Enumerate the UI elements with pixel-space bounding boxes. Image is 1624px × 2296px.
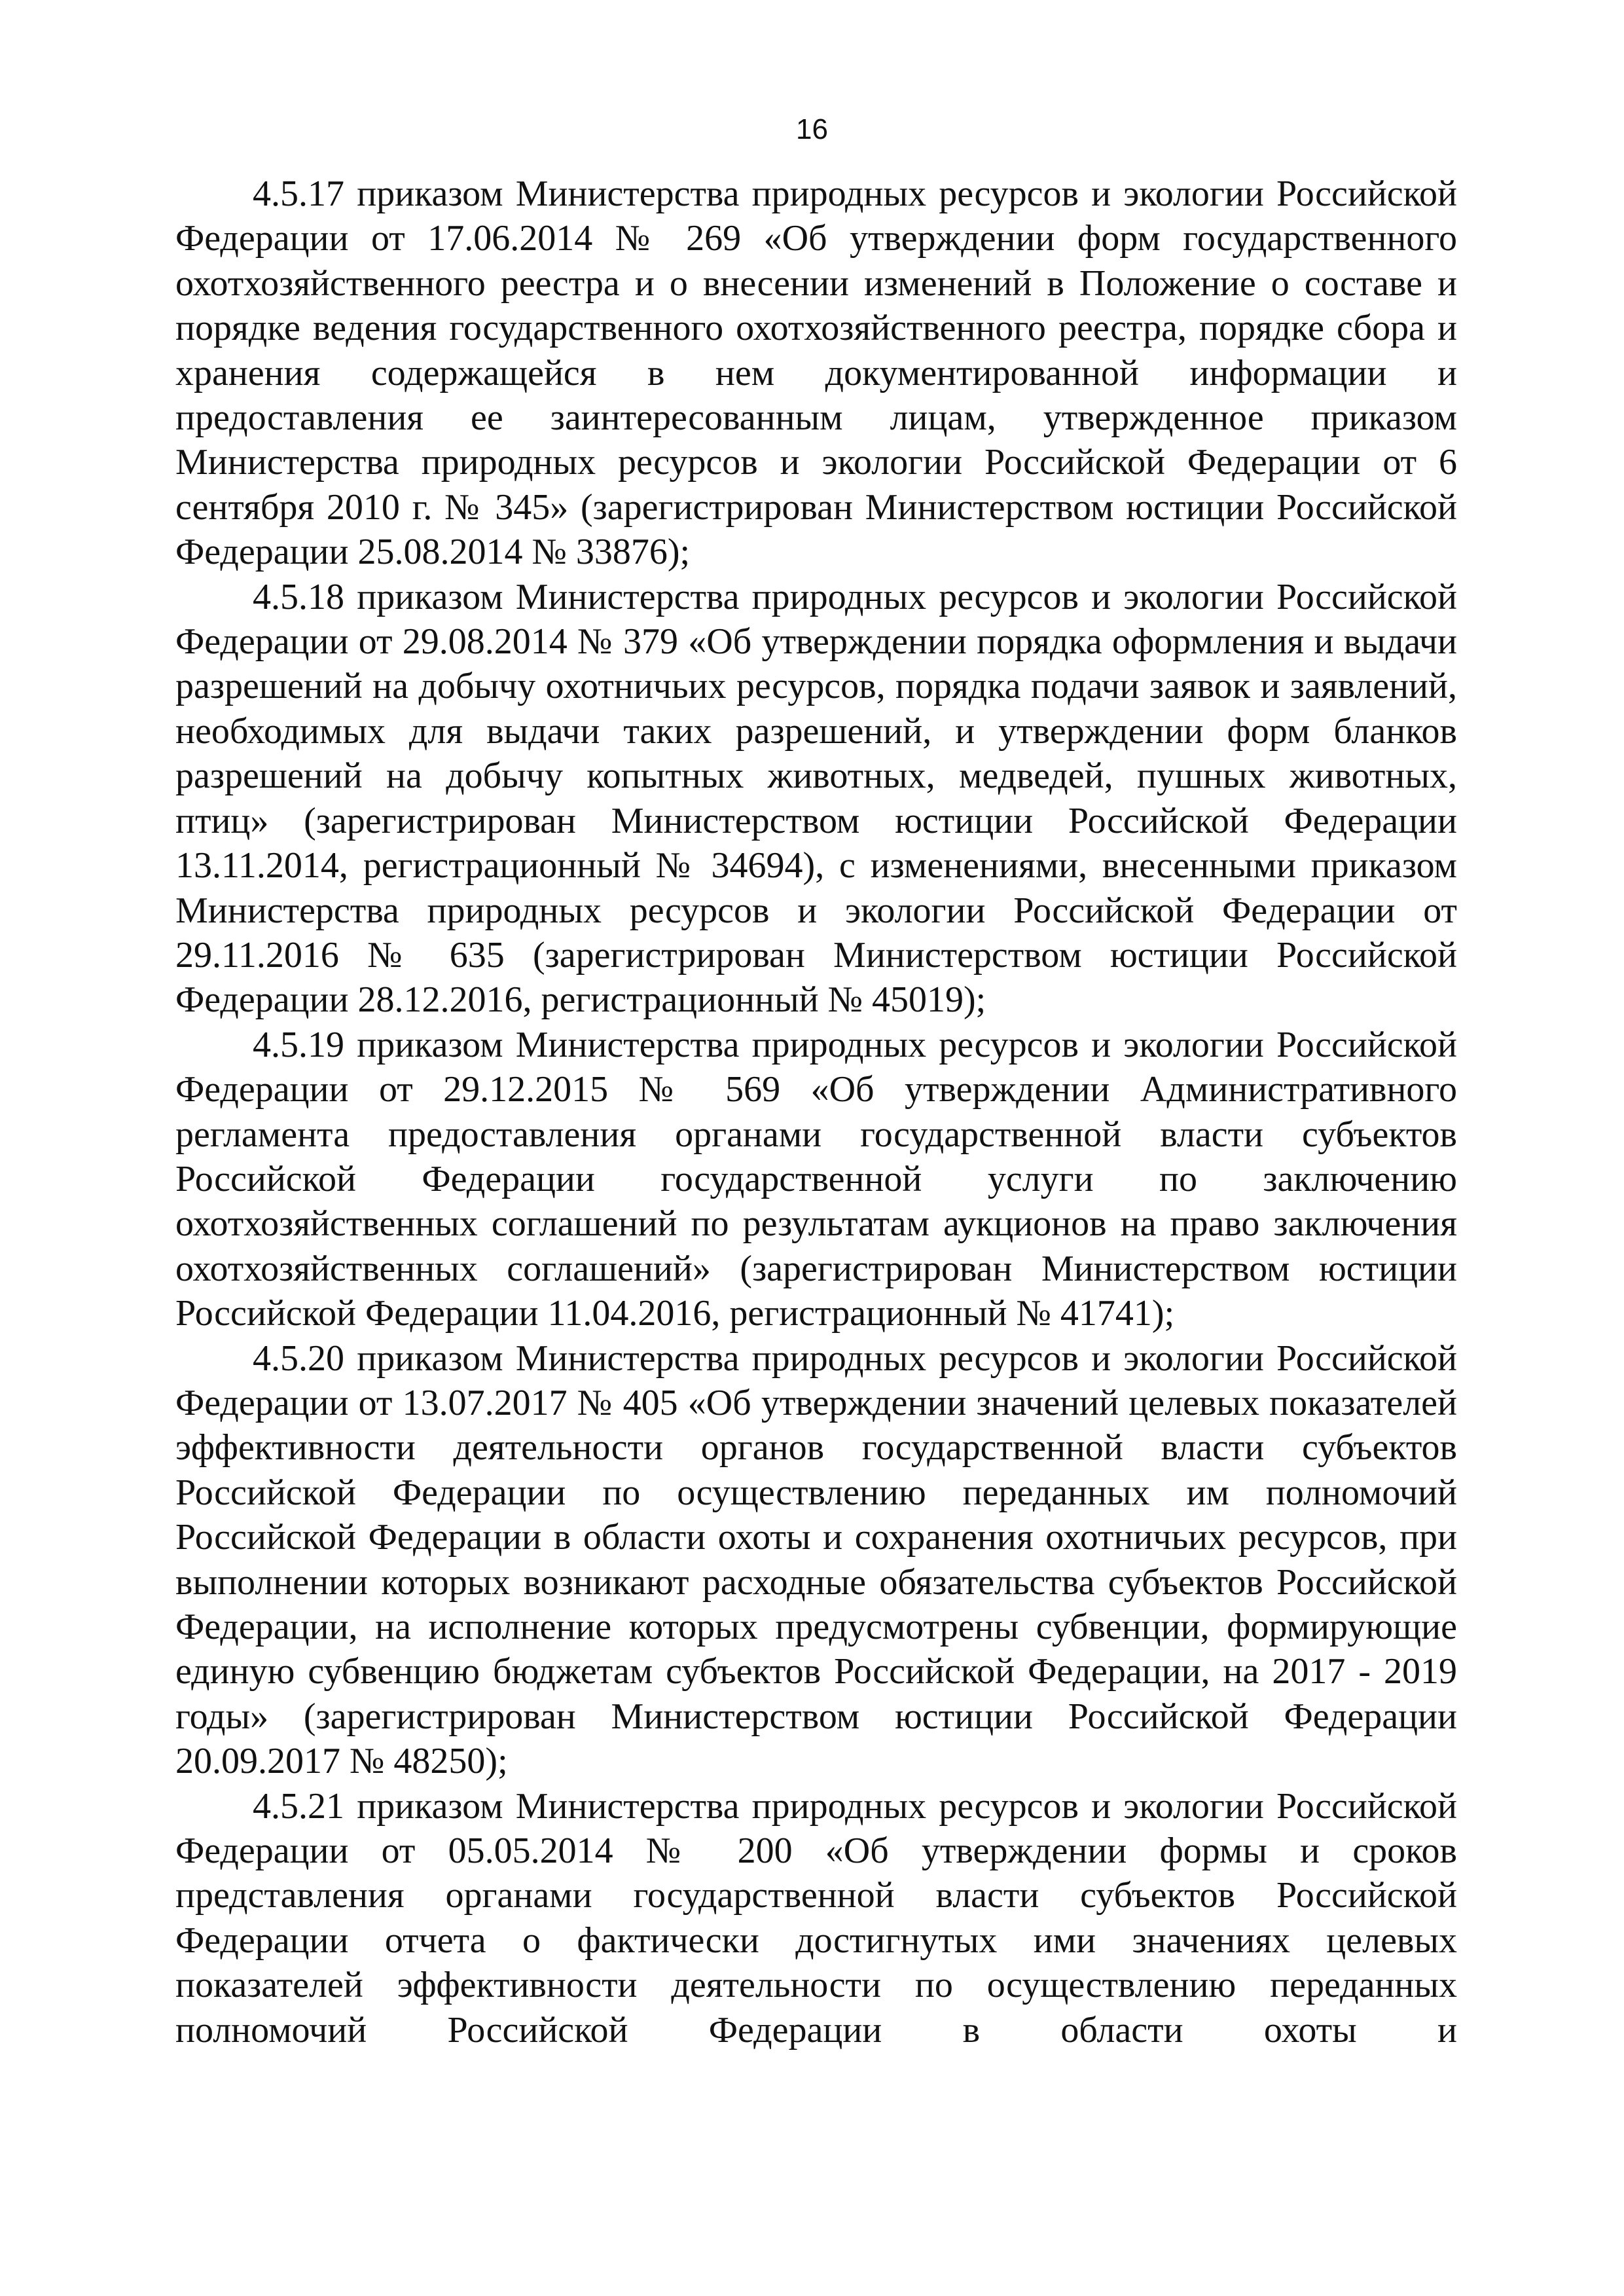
paragraph-4-5-18: 4.5.18 приказом Министерства природных ресурсов и экологии Российской Федерации от 29.08.2014 № 379 «Об утверждении порядка оформления и выдачи разрешений на добычу охотничьих ресурсов, порядка подачи заявок и заявлений, необходимых для выдачи таких разрешений, и утверждении форм бланков разрешений на добычу копытных животных, медведей, пушных животных, птиц» (зарегистрирован Министерством юстиции Российской Федерации 13.11.2014, регистрационный № 34694), с изменениями, внесенными приказом Министерства природных ресурсов и экологии Российской Федерации от 29.11.2016 № 635 (зарегистрирован Министерством юстиции Российской Федерации 28.12.2016, регистрационный № 45019); [175, 576, 1457, 1021]
paragraph-4-5-19: 4.5.19 приказом Министерства природных ресурсов и экологии Российской Федерации от 29.12.2015 № 569 «Об утверждении Административного регламента предоставления органами государственной власти субъектов Российской Федерации государственной услуги по заключению охотхозяйственных соглашений по результатам аукционов на право заключения охотхозяйственных соглашений» (зарегистрирован Министерством юстиции Российской Федерации 11.04.2016, регистрационный № 41741); [175, 1024, 1457, 1334]
page-number: 16 [796, 113, 828, 145]
paragraph-4-5-17: 4.5.17 приказом Министерства природных ресурсов и экологии Российской Федерации от 17.06.2014 № 269 «Об утверждении форм государственного охотхозяйственного реестра и о внесении изменений в Положение о составе и порядке ведения государственного охотхозяйственного реестра, порядке сбора и хранения содержащейся в нем документированной информации и предоставления ее заинтересованным лицам, утвержденное приказом Министерства природных ресурсов и экологии Российской Федерации от 6 сентября 2010 г. № 345» (зарегистрирован Министерством юстиции Российской Федерации 25.08.2014 № 33876); [175, 173, 1457, 573]
paragraph-4-5-20: 4.5.20 приказом Министерства природных ресурсов и экологии Российской Федерации от 13.07.2017 № 405 «Об утверждении значений целевых показателей эффективности деятельности органов государственной власти субъектов Российской Федерации по осуществлению переданных им полномочий Российской Федерации в области охоты и сохранения охотничьих ресурсов, при выполнении которых возникают расходные обязательства субъектов Российской Федерации, на исполнение которых предусмотрены субвенции, формирующие единую субвенцию бюджетам субъектов Российской Федерации, на 2017 - 2019 годы» (зарегистрирован Министерством юстиции Российской Федерации 20.09.2017 № 48250); [175, 1338, 1457, 1782]
paragraph-4-5-21: 4.5.21 приказом Министерства природных ресурсов и экологии Российской Федерации от 05.05.2014 № 200 «Об утверждении формы и сроков представления органами государственной власти субъектов Российской Федерации отчета о фактически достигнутых ими значениях целевых показателей эффективности деятельности по осуществлению переданных полномочий Российской Федерации в области охоты и [175, 1785, 1457, 2050]
document-body [175, 172, 1457, 2052]
